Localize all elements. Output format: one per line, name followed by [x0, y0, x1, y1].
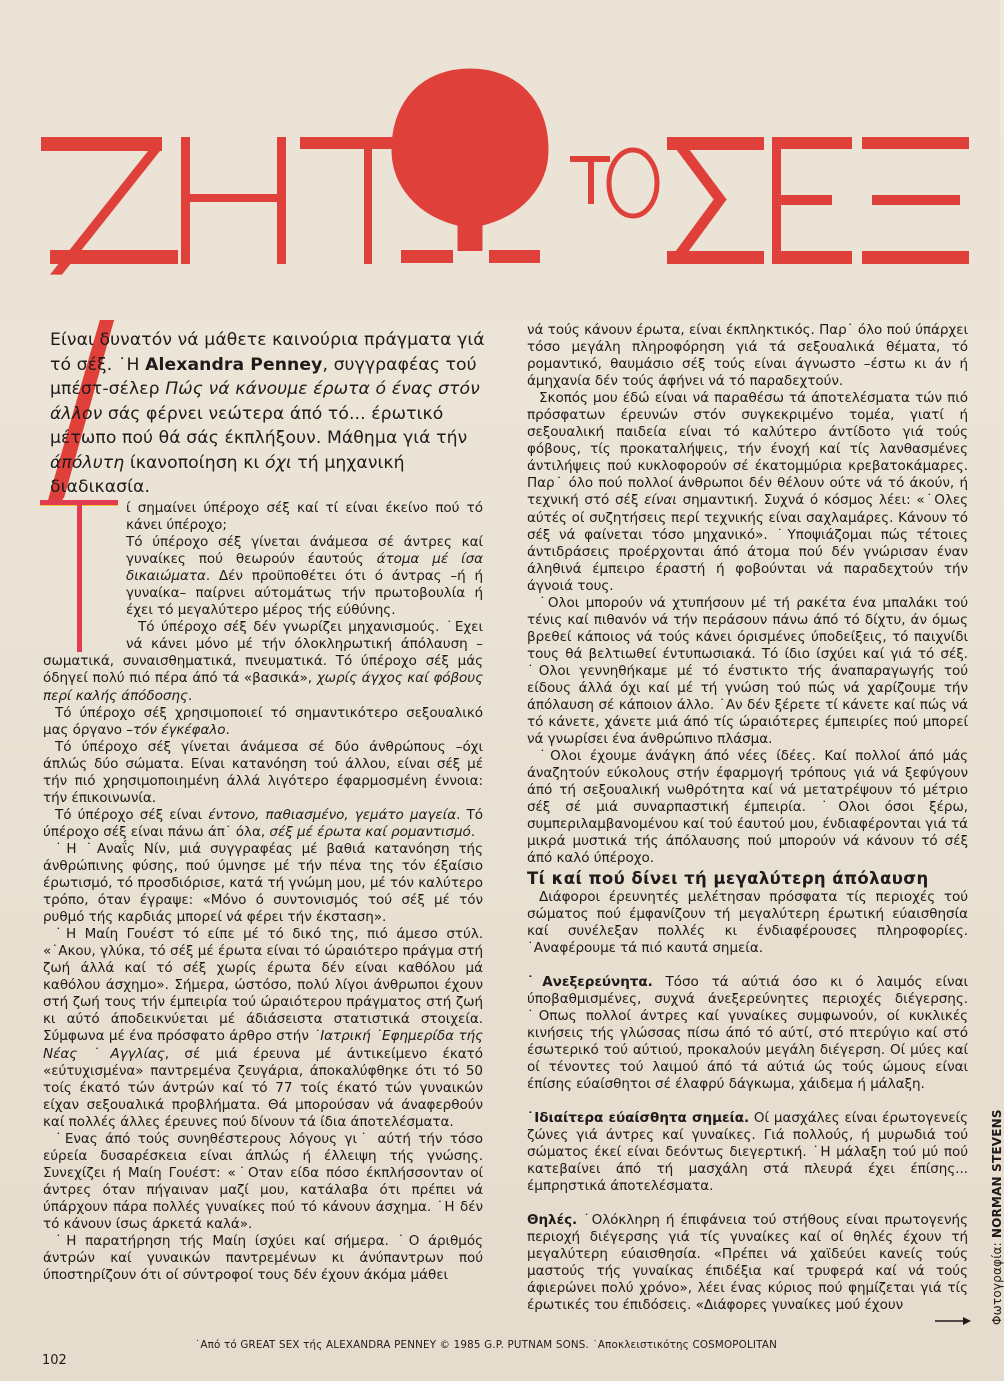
text: . [470, 823, 476, 840]
paragraph [527, 390, 968, 595]
book-title: GREAT SEX [240, 1339, 300, 1351]
paragraph [43, 926, 483, 1131]
paragraph: Διάφοροι έρευνητές μελέτησαν πρόσφατα τίς περιοχές τού σώματος πού έμφανίζουν τή μεγαλύτερη έρωτική εύαισθησία καί συνέλεξαν πολλές κι ένδιαφέρουσες πληροφορίες. ˙Αναφέρουμε τά πιό καυτά σημεία. [527, 888, 968, 956]
article-lede [50, 328, 490, 500]
source-note [195, 1339, 777, 1351]
text: Τό ύπέροχο σέξ είναι [55, 806, 209, 823]
left-column [43, 500, 483, 1284]
text: , σέ μιά έρευνα μέ άντικείμενο έκατό «εύτυχισμένα» παντρεμένα ζευγάρια, άποκαλύφθηκε ότι τό 50 τοίς έκατό τών άντρών καί τό 77 τοίς έκατό τών γυναικών είχαν σεξουαλικά προβλήματα. Θά μπορούσαν νά άναφερθούν καί πολλές άλλες έρευνες πού δίνουν τά ίδια άποτελέσματα. [43, 1045, 483, 1130]
emphasis: χωρίς άγχος καί φόβους περί καλής άπόδοσης [43, 670, 483, 704]
author-name: ALEXANDRA PENNEY [326, 1339, 437, 1351]
text: τής [299, 1339, 327, 1351]
paragraph: ˙Η ˙Αναΐς Νίν, μιά συγγραφέας μέ βαθιά κατανόηση τής άνθρώπινης φύσης, πού ύμνησε μέ τήν πένα της τόν έξαίσιο έρωτισμό, τό προσδιόρισε, κατά τή γνώμη μου, μέ τόν καλύτερο τρόπο, όταν έγραψε: «Μόνο ό συντονισμός τού σέξ μέ τόν ρυθμό τής καρδιάς μπορεί νά φέρει τήν έκσταση». [43, 840, 483, 926]
text: . [225, 721, 230, 738]
lede-author: Alexandra Penney [145, 354, 323, 375]
paragraph: νά τούς κάνουν έρωτα, είναι έκπληκτικός. Παρ˙ όλο πού ύπάρχει τόσο μεγάλη πληροφόρηση γιά τά σεξουαλικά θέματα, τό ρομαντικό, θαυμάσιο σέξ τούς είναι άγνωστο –έστω κι άν ή άμηχανία δέν τούς άφήνει νά τό παραδεχτούν. [527, 322, 968, 390]
zeta-bottom [50, 250, 178, 264]
photo-credit [990, 1109, 1004, 1325]
lede-text: , συγγραφέας τού μπέστ-σέλερ [50, 354, 477, 399]
text: Σκοπός μου έδώ είναι νά παραθέσω τά άποτελέσματα τών πιό πρόσφατων έρευνών στόν συγκεκριμένο τομέα, γιατί ή σεξουαλική παιδεία είναι τό καλύτερο άντίδοτο γιά τούς φόβους, τίς προκαταλήψεις, τήν ένοχή καί τίς λανθασμένες άντιλήψεις πού κυκλοφορούν σέ έκατομμύρια κρεβατοκάμαρες. Παρ˙ όλο πού πολλοί άνθρωποι δέν θέλουν ούτε νά τό άκούν, ή τεχνική στό σέξ [527, 390, 968, 509]
text: . Δέν προϋποθέτει ότι ό άντρας –ή ή γυναίκα– παίρνει αύτομάτως τήν πρωτοβουλία ή έχει τό μεγαλύτερο μέρος τής εύθύνης. [126, 568, 483, 619]
text: ˙Ολόκληρη ή έπιφάνεια τού στήθους είναι πρωτογενής περιοχή διέγερσης γιά τίς γυναίκες καί οί θηλές έχουν τή μεγαλύτερη εύαισθησία. «Πρέπει νά χαϊδεύει κανείς τούς μαστούς τής γυναίκας έπιδέξια καί τρυφερά καί νά τούς άφιερώνει πολύ χρόνο», λέει ένας κύριος πού φημίζεται γιά τίς έρωτικές του έπιδόσεις. «Διάφορες γυναίκες μού έχουν [527, 1212, 968, 1314]
emphasis: –τόν έγκέφαλο [126, 721, 226, 738]
section-heading: Τί καί πού δίνει τή μεγαλύτερη άπόλαυση [527, 868, 929, 888]
text: ˙Η Μαίη Γουέστ τό είπε μέ τό δικό της, πιό άμεσο στύλ. «˙Ακου, γλύκα, τό σέξ μέ έρωτα είναι τό ώραιότερο πράγμα στή ζωή άλλά καί τό σέξ χωρίς έρωτα δέν είναι καθόλου μά καθόλου άσχημο». Σήμερα, ώστόσο, πολύ λίγοι άνθρωποι έχουν στή ζωή τους τήν έμπειρία τού ώραιότερου πράγματος στή ζωή κι αύτό άποδεικνύεται μέ άδιάσειστα στατιστικά στοιχεία. Σύμφωνα μέ ένα πρόσφατο άρθρο στήν [43, 926, 483, 1045]
zeta-top [41, 137, 162, 151]
text: Τό ύπέροχο σέξ γίνεται άνάμεσα σέ άντρες καί γυναίκες πού θεωρούν έαυτούς [126, 534, 483, 568]
copyright: © 1985 G.P. PUTNAM SONS. [436, 1339, 593, 1351]
emphasis: σέξ μέ έρωτα καί ρομαντισμό [269, 823, 471, 840]
emphasis: έντονο, παθιασμένο, γεμάτο μαγεία [208, 806, 457, 823]
text: Τό ύπέροχο σέξ δέν γνωρίζει μηχανισμούς. ˙Εχει νά κάνει μόνο μέ τήν όλοκληρωτική άπόλαυση –σωματικά, συναισθηματικά, πνευματικά. Τό ύπέροχο σέξ μάς όδηγεί πολύ πιό πέρα άπό τά «βασικά», [43, 619, 483, 687]
paragraph: Τό ύπέροχο σέξ γίνεται άνάμεσα σέ δύο άνθρώπους –όχι άπλώς δύο σώματα. Είναι κατανόηση τού άλλου, είναι σέξ μέ τήν πιό χρησιμοποιημένη άλλά λιγότερο έφαρμοσμένη έννοια: τήν έπικοινωνία. [43, 738, 483, 806]
text: . Τό ύπέροχο σέξ είναι πάνω άπ˙ όλα, [43, 806, 483, 840]
lede-emphasis: άπόλυτη [50, 452, 125, 473]
paragraph: ί σημαίνει ύπέροχο σέξ καί τί είναι έκείνο πού τό κάνει ύπέροχο; [126, 500, 483, 534]
lede-text: ίκανοποίηση κι [124, 452, 265, 473]
right-column [527, 322, 968, 1315]
item-heading: ˙Ανεξερεύνητα. [527, 973, 653, 990]
photographer-name: NORMAN STEVENS [990, 1109, 1004, 1239]
arrow-right-icon [935, 1316, 971, 1326]
page-number: 102 [42, 1353, 67, 1368]
paragraph [527, 1212, 968, 1314]
text: σημαντική. Συχνά ό κόσμος λέει: «˙Ολες αύτές οί συζητήσεις περί τεχνικής είναι σαχλαμάρες. Κάνουν τό σέξ νά φαίνεται τόσο μηχανικό». ˙Υποψιάζομαι πώς τέτοιες άντιδράσεις προέρχονται άπό άτομα πού δέν γνώρισαν έναν άληθινά έμπειρο έραστή ή φοβούνται νά παραδεχτούν τήν άγνοιά τους. [527, 492, 968, 594]
text: Τό ύπέροχο σέξ χρησιμοποιεί τό σημαντικότερο σεξουαλικό μας όργανο [43, 704, 483, 738]
paragraph: ˙Ολοι μπορούν νά χτυπήσουν μέ τή ρακέτα ένα μπαλάκι τού τένις καί πιθανόν νά τήν περάσουν πάνω άπό τό δίχτυ, άν όμως βρεθεί κάποιος νά τούς κάνει όρισμένες ύποδείξεις, τό παιχνίδι τους θά βελτιωθεί έντυπωσιακά. Τό ίδιο ίσχύει καί γιά τό σέξ. ˙Ολοι γεννηθήκαμε μέ τό ένστικτο τής άναπαραγωγής τού είδους άλλά όχι καί μέ τή γνώση τού πώς νά χαρίζουμε τήν άπόλαυση σέ κάποιον άλλο. ˙Αν δέν ξέρετε τί κάνετε καί πώς νά τό κάνετε, χάνετε μιά άπό τίς ώραιότερες έμπειρίες πού μπορεί νά γνωρίσει ένα άνθρώπινο πλάσμα. [527, 594, 968, 748]
item-heading: ˙Ιδιαίτερα εύαίσθητα σημεία. [527, 1110, 750, 1127]
paragraph [527, 974, 968, 1093]
paragraph [527, 1110, 968, 1195]
lede-text: τή μηχανική διαδικασία. [50, 452, 405, 497]
emphasis: άτομα μέ ίσα δικαιώματα [126, 551, 483, 585]
lede-text: Είναι δυνατόν νά μάθετε καινούρια πράγματα γιά τό σέξ. ˙Η [50, 330, 485, 375]
lede-book-title: Πώς νά κάνουμε έρωτα ό ένας στόν άλλον [50, 379, 480, 424]
lede-text: σάς φέρνει νεώτερα άπό τό... έρωτικό μέτωπο πού θά σάς έκπλήξουν. Μάθημα γιά τήν [50, 403, 468, 448]
text: Τόσο τά αύτιά όσο κι ό λαιμός είναι ύποβαθμισμένες, συχνά άνεξερεύνητες περιοχές διέγερσης. ˙Οπως πολλοί άντρες καί γυναίκες συμφωνούν, οί κυκλικές κινήσεις τής γλώσσας πίσω άπό τό αύτί, στό πτερύγιο καί στό έσωτερικό τού αύτιού, προκαλούν μεγάλη διέγερση. Οί μύες καί οί τένοντες τού λαιμού άπό τά αύτιά ώς τούς ώμους είναι έπίσης εύαίσθητοι σέ έλαφρύ δάγκωμα, χάιδεμα ή μάλαξη. [527, 973, 968, 1092]
paragraph: ˙Ενας άπό τούς συνηθέστερους λόγους γι˙ αύτή τήν τόσο εύρεία δυσαρέσκεια είναι άπλώς ή έλλειψη τής γνώσης. Συνεχίζει ή Μαίη Γουέστ: «˙Οταν είδα πόσο έκπλήσσονταν οί άντρες όταν πήγαιναν μαζί μου, κατάλαβα ότι πρέπει νά ύπάρχουν πάρα πολλές γυναίκες πού τό κάνουν άσχημα. ˙Η δέν τό κάνουν ίσως άρκετά καλά». [43, 1130, 483, 1232]
paragraph [43, 705, 483, 739]
paragraph [43, 807, 483, 841]
text: . [187, 687, 193, 704]
photo-credit-label: Φωτογραφία: [990, 1238, 1004, 1325]
magazine-name: COSMOPOLITAN [692, 1339, 777, 1351]
text: Οί μασχάλες είναι έρωτογενείς ζώνες γιά άντρες καί γυναίκες. Γιά πολλούς, ή μυρωδιά τού σώματος έκεί είναι δεόντως διεγερτική. ˙Η μάλαξη τού μύ πού κατεβαίνει άπό τή μασχάλη στά πλευρά έχει έπίσης... έμπρηστικά άποτελέσματα. [527, 1110, 968, 1195]
paragraph: ˙Ολοι έχουμε άνάγκη άπό νέες ίδέες. Καί πολλοί άπό μάς άναζητούν εύκολους στήν έφαρμογή τρόπους γιά νά ξεφύγουν άπό τή σεξουαλική νωθρότητα καί νά μετατρέψουν τό μέτριο σέξ σέ μιά συναρπαστική έμπειρία. ˙Ολοι όσοι ξέρω, συμπεριλαμβανομένου καί τού έαυτού μου, ένδιαφέρονται γιά τά μικρά μυστικά τής άπόλαυσης πού μπορούν νά κάνουν τό σέξ άπό καλό ύπέροχο. [527, 748, 968, 867]
drop-cap-stem [77, 502, 82, 652]
headline-zito-to-sex [0, 0, 1000, 320]
paragraph: ˙Η παρατήρηση τής Μαίη ίσχύει καί σήμερα. ˙Ο άριθμός άντρών καί γυναικών παντρεμένων κι άνύπαντρων πού ύποστηρίζουν ότι οί σύντροφοί τους δέν έχουν άκόμα μάθει [43, 1233, 483, 1284]
text: ˙Από τό [195, 1339, 241, 1351]
emphasis: ˙Ιατρική ˙Εφημερίδα τής Νέας ˙Αγγλίας [43, 1028, 483, 1062]
text: ˙Αποκλειστικότης [592, 1339, 693, 1351]
drop-cap [40, 500, 118, 652]
lede-emphasis: όχι [264, 452, 292, 473]
emphasis: είναι [644, 492, 677, 509]
item-heading: Θηλές. [527, 1212, 578, 1229]
